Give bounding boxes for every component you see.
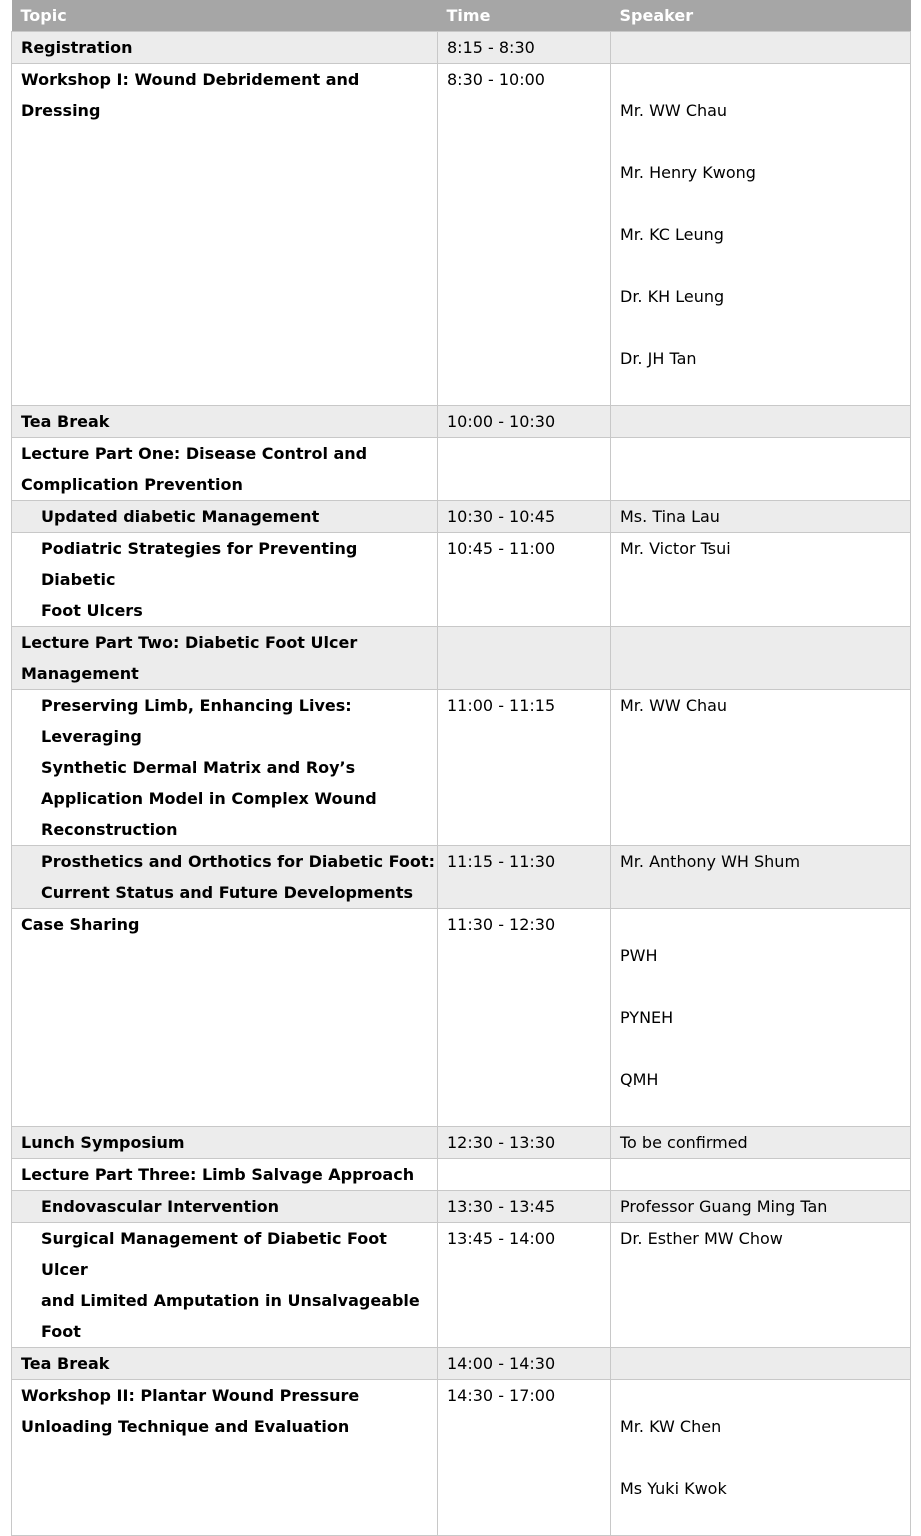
section-heading: Lecture Part Two: Diabetic Foot Ulcer Management — [12, 627, 438, 690]
time-cell: 14:00 - 14:30 — [438, 1348, 611, 1380]
topic-cell: Updated diabetic Management — [12, 501, 438, 533]
table-row — [12, 32, 911, 64]
topic-cell: Endovascular Intervention — [12, 1191, 438, 1223]
topic-cell: Preserving Limb, Enhancing Lives: Leveraging Synthetic Dermal Matrix and Roy’s Application Model in Complex Wound Reconstruction — [12, 690, 438, 846]
section-heading: Lecture Part Three: Limb Salvage Approach — [12, 1159, 438, 1191]
topic-cell: Tea Break — [12, 406, 438, 438]
table-row — [12, 438, 911, 501]
time-cell: 12:30 - 13:30 — [438, 1127, 611, 1159]
table-row — [12, 533, 911, 627]
topic-cell: Podiatric Strategies for Preventing Diabetic Foot Ulcers — [12, 533, 438, 627]
speaker-name: Mr. Victor Tsui — [620, 539, 731, 558]
speaker-name: Mr. KW Chen — [620, 1417, 722, 1436]
speaker-cell — [611, 1348, 911, 1380]
time-cell: 13:30 - 13:45 — [438, 1191, 611, 1223]
agenda-table — [11, 0, 911, 1536]
topic-cell: Registration — [12, 32, 438, 64]
speaker-cell — [611, 690, 911, 846]
speaker-name: Mr. WW Chau — [620, 696, 728, 715]
topic-cell: Workshop II: Plantar Wound Pressure Unloading Technique and Evaluation — [12, 1380, 438, 1536]
topic-cell: Workshop I: Wound Debridement and Dressing — [12, 64, 438, 406]
time-cell: 10:00 - 10:30 — [438, 406, 611, 438]
time-cell: 13:45 - 14:00 — [438, 1223, 611, 1348]
table-row — [12, 1191, 911, 1223]
topic-cell: Prosthetics and Orthotics for Diabetic Foot: Current Status and Future Developments — [12, 846, 438, 909]
speaker-cell — [611, 1127, 911, 1159]
speaker-cell — [611, 501, 911, 533]
table-row — [12, 1223, 911, 1348]
table-row — [12, 909, 911, 1127]
speaker-name: Mr. Henry Kwong — [620, 163, 756, 182]
speaker-cell — [611, 64, 911, 406]
topic-cell: Lunch Symposium — [12, 1127, 438, 1159]
speaker-name: Professor Guang Ming Tan — [620, 1197, 828, 1216]
topic-cell: Surgical Management of Diabetic Foot Ulcer and Limited Amputation in Unsalvageable Foot — [12, 1223, 438, 1348]
time-cell: 8:15 - 8:30 — [438, 32, 611, 64]
time-cell: 11:15 - 11:30 — [438, 846, 611, 909]
time-cell — [438, 438, 611, 501]
time-cell — [438, 1159, 611, 1191]
speaker-cell — [611, 533, 911, 627]
speaker-cell — [611, 32, 911, 64]
time-cell: 10:45 - 11:00 — [438, 533, 611, 627]
table-row — [12, 627, 911, 690]
time-header: Time — [438, 0, 611, 32]
table-row — [12, 1348, 911, 1380]
speaker-cell — [611, 1159, 911, 1191]
table-row — [12, 1380, 911, 1536]
table-row — [12, 690, 911, 846]
table-row — [12, 406, 911, 438]
speaker-name: Dr. KH Leung — [620, 287, 725, 306]
topic-cell: Case Sharing — [12, 909, 438, 1127]
speaker-name: Ms Yuki Kwok — [620, 1479, 727, 1498]
time-cell: 10:30 - 10:45 — [438, 501, 611, 533]
speaker-name: QMH — [620, 1070, 659, 1089]
speaker-name: Dr. Esther MW Chow — [620, 1229, 783, 1248]
table-row — [12, 1159, 911, 1191]
table-row — [12, 64, 911, 406]
speaker-cell — [611, 909, 911, 1127]
speaker-name: PYNEH — [620, 1008, 674, 1027]
speaker-cell — [611, 846, 911, 909]
table-row — [12, 846, 911, 909]
speaker-name: PWH — [620, 946, 658, 965]
table-row — [12, 1127, 911, 1159]
time-cell: 11:30 - 12:30 — [438, 909, 611, 1127]
speaker-cell — [611, 627, 911, 690]
time-cell — [438, 627, 611, 690]
header-row — [12, 0, 911, 32]
speaker-cell — [611, 1223, 911, 1348]
speaker-name: Dr. JH Tan — [620, 349, 697, 368]
time-cell: 14:30 - 17:00 — [438, 1380, 611, 1536]
topic-header: Topic — [12, 0, 438, 32]
speaker-cell — [611, 1380, 911, 1536]
topic-cell: Tea Break — [12, 1348, 438, 1380]
speaker-name: Ms. Tina Lau — [620, 507, 720, 526]
speaker-cell — [611, 438, 911, 501]
section-heading: Lecture Part One: Disease Control and Complication Prevention — [12, 438, 438, 501]
speaker-cell — [611, 406, 911, 438]
table-row — [12, 501, 911, 533]
speaker-name: Mr. WW Chau — [620, 101, 728, 120]
time-cell: 8:30 - 10:00 — [438, 64, 611, 406]
time-cell: 11:00 - 11:15 — [438, 690, 611, 846]
speaker-name: To be confirmed — [620, 1133, 748, 1152]
speaker-header: Speaker — [611, 0, 911, 32]
speaker-name: Mr. Anthony WH Shum — [620, 852, 801, 871]
speaker-cell — [611, 1191, 911, 1223]
speaker-name: Mr. KC Leung — [620, 225, 724, 244]
